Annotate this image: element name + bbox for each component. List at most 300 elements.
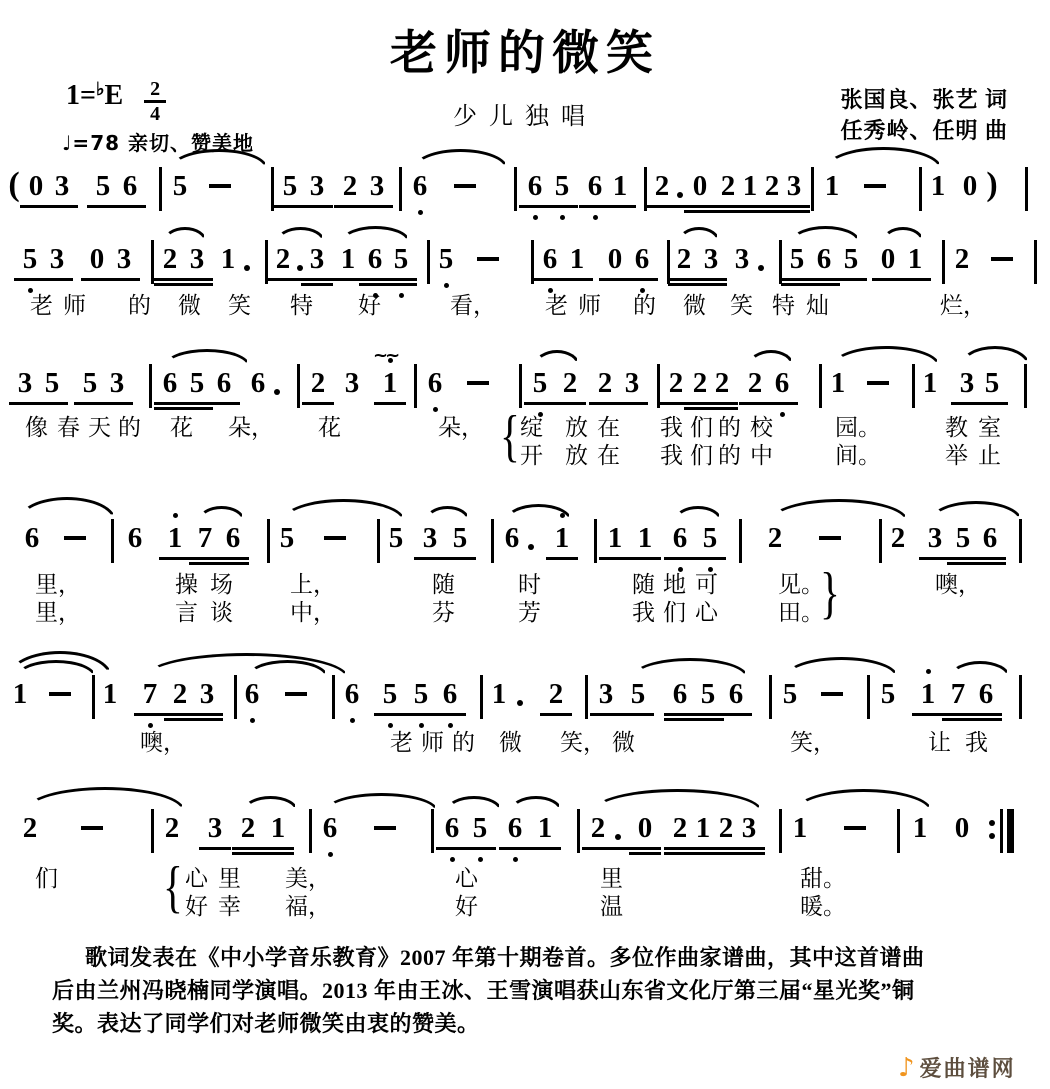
lyric-syllable: 的	[128, 293, 151, 318]
octave-dot-high	[926, 669, 931, 674]
note-digit: 0	[89, 243, 105, 275]
note-digit: 5	[189, 367, 205, 399]
lyric-syllable: 让	[928, 730, 951, 755]
augmentation-dot	[528, 544, 534, 550]
lyric-syllable: 间。	[835, 443, 881, 468]
beam-line	[835, 278, 867, 281]
key-prefix: 1=	[66, 80, 96, 111]
barline	[491, 519, 494, 563]
slur-arc	[505, 504, 572, 521]
flat-accidental: ♭	[95, 79, 105, 99]
note-digit: 1	[695, 812, 711, 844]
slur-arc	[791, 226, 860, 242]
beam-line	[134, 713, 166, 716]
lyric-syllable: 地	[663, 572, 686, 597]
repeat-thick-bar	[1007, 809, 1014, 853]
time-signature-numerator: 2	[144, 78, 166, 103]
beam-line	[101, 402, 133, 405]
lyric-syllable: 放	[565, 443, 588, 468]
lyric-syllable: 老	[30, 293, 53, 318]
octave-dot-low	[780, 412, 785, 417]
lyric-syllable: 朵，	[228, 415, 274, 440]
barline	[769, 675, 772, 719]
note-digit: 2	[668, 367, 684, 399]
beam-line	[912, 713, 944, 716]
note-digit: 2	[548, 678, 564, 710]
barline	[480, 675, 483, 719]
composer-credit: 任秀岭、任明 曲	[840, 118, 1008, 143]
barline	[309, 809, 312, 853]
lyric-syllable: 言	[175, 600, 198, 625]
lyric-syllable: 场	[210, 572, 233, 597]
note-digit: 2	[162, 243, 178, 275]
note-digit: 5	[172, 170, 188, 202]
barline	[879, 519, 882, 563]
note-digit: 5	[44, 367, 60, 399]
repeat-dot	[989, 833, 995, 839]
note-digit: 1	[930, 170, 946, 202]
note-digit: 1	[167, 522, 183, 554]
beam-line	[622, 713, 654, 716]
note-digit: 6	[344, 678, 360, 710]
beam-line	[444, 557, 476, 560]
beam-line	[301, 278, 333, 281]
beam-line	[629, 847, 661, 850]
barline	[431, 809, 434, 853]
note-digit: 5	[880, 678, 896, 710]
slur-arc	[950, 661, 1010, 677]
intro-paren: (	[8, 166, 20, 203]
note-digit: 3	[54, 170, 70, 202]
slur-arc	[198, 506, 245, 521]
lyric-syllable: 心	[695, 600, 718, 625]
note-digit: 2	[562, 367, 578, 399]
note-digit: 1	[12, 678, 28, 710]
note-digit: 3	[49, 243, 65, 275]
intro-paren: )	[986, 166, 998, 203]
sustain-dash	[49, 692, 71, 696]
slur-arc	[425, 506, 470, 521]
barline	[92, 675, 95, 719]
note-digit: 1	[607, 522, 623, 554]
note-digit: 1	[907, 243, 923, 275]
sustain-dash	[454, 184, 476, 188]
lyric-syllable: 在	[597, 443, 620, 468]
site-watermark	[898, 1052, 1016, 1083]
lyric-syllable: 校	[750, 415, 773, 440]
lyric-syllable: 开	[520, 443, 543, 468]
note-digit: 3	[109, 367, 125, 399]
barline	[594, 519, 597, 563]
note-digit: 2	[22, 812, 38, 844]
lyric-syllable: 我	[965, 730, 988, 755]
lyric-syllable: 绽	[520, 415, 543, 440]
slur-arc	[678, 227, 720, 242]
barline	[414, 364, 417, 408]
slur-arc	[632, 658, 748, 677]
beam-line	[262, 852, 294, 855]
lyric-syllable: 里	[218, 866, 241, 891]
note-digit: 5	[700, 678, 716, 710]
lyric-syllable: 我	[660, 415, 683, 440]
barline	[427, 240, 430, 284]
lyric-syllable: 田。	[778, 600, 824, 625]
note-digit: 0	[954, 812, 970, 844]
note-digit: 5	[984, 367, 1000, 399]
slur-arc	[785, 657, 898, 677]
lyric-syllable: 微	[499, 730, 522, 755]
beam-line	[217, 557, 249, 560]
watermark-text: 爱曲谱网	[919, 1056, 1016, 1081]
note-digit: 2	[720, 170, 736, 202]
note-digit: 2	[240, 812, 256, 844]
beam-line	[191, 713, 223, 716]
octave-dot-low	[388, 723, 393, 728]
lyricist-credit: 张国良、张艺 词	[840, 87, 1008, 112]
barline	[151, 809, 154, 853]
barline	[519, 364, 522, 408]
lyric-syllable: 里，	[35, 572, 81, 597]
note-digit: 6	[982, 522, 998, 554]
performance-type: 少儿独唱	[453, 104, 597, 130]
lyric-syllable: 止	[978, 443, 1001, 468]
song-footnote	[52, 941, 1002, 1040]
slur-arc	[276, 227, 325, 242]
beam-line	[529, 847, 561, 850]
lyric-syllable: 放	[565, 415, 588, 440]
note-digit: 2	[672, 812, 688, 844]
lyric-syllable: 笑	[730, 293, 753, 318]
barline	[332, 675, 335, 719]
note-digit: 6	[816, 243, 832, 275]
note-digit: 6	[162, 367, 178, 399]
beam-line	[766, 402, 798, 405]
lyric-syllable: 春	[57, 415, 80, 440]
lyric-syllable: 们	[663, 600, 686, 625]
note-digit: 3	[344, 367, 360, 399]
note-digit: 3	[959, 367, 975, 399]
note-digit: 3	[927, 522, 943, 554]
lyric-syllable: 笑，	[790, 730, 836, 755]
note-digit: 3	[199, 678, 215, 710]
slur-arc	[748, 350, 794, 366]
lyric-syllable: 烂，	[940, 293, 986, 318]
lyric-syllable: 上，	[290, 572, 336, 597]
note-digit: 5	[438, 243, 454, 275]
beam-line	[385, 278, 417, 281]
note-digit: 6	[504, 522, 520, 554]
note-digit: 5	[452, 522, 468, 554]
sustain-dash	[844, 826, 866, 830]
barline	[514, 167, 517, 211]
lyrics-brace: {	[163, 854, 183, 919]
note-digit: 2	[590, 812, 606, 844]
note-digit: 5	[702, 522, 718, 554]
beam-line	[232, 852, 264, 855]
barline	[919, 167, 922, 211]
beam-line	[499, 847, 531, 850]
slur-arc	[593, 789, 762, 811]
note-digit: 3	[116, 243, 132, 275]
sustain-dash	[285, 692, 307, 696]
lyric-syllable: 见。	[778, 572, 824, 597]
note-digit: 6	[672, 678, 688, 710]
barline	[867, 675, 870, 719]
barline	[779, 809, 782, 853]
slur-arc	[243, 796, 298, 811]
beam-line	[414, 557, 446, 560]
slur-arc	[795, 789, 932, 811]
note-digit: 1	[612, 170, 628, 202]
note-digit: 2	[275, 243, 291, 275]
beam-line	[974, 557, 1006, 560]
note-digit: 1	[569, 243, 585, 275]
beam-line	[778, 210, 810, 213]
barline	[897, 809, 900, 853]
sustain-dash	[209, 184, 231, 188]
slur-arc	[163, 227, 207, 242]
slur-arc	[341, 226, 410, 242]
note-digit: 6	[24, 522, 40, 554]
augmentation-dot	[758, 265, 764, 271]
lyric-syllable: 微	[683, 293, 706, 318]
note-digit: 6	[444, 812, 460, 844]
note-digit: 5	[782, 678, 798, 710]
beam-line	[604, 205, 636, 208]
lyric-syllable: 芳	[518, 600, 541, 625]
lyric-syllable: 甜。	[800, 866, 846, 891]
note-digit: 5	[843, 243, 859, 275]
lyric-syllable: 教	[945, 415, 968, 440]
music-note-icon: ♪	[898, 1052, 915, 1083]
beam-line	[692, 718, 724, 721]
augmentation-dot	[517, 700, 523, 706]
augmentation-dot	[677, 192, 683, 198]
note-digit: 1	[491, 678, 507, 710]
note-digit: 1	[102, 678, 118, 710]
note-digit: 6	[542, 243, 558, 275]
note-digit: 1	[270, 812, 286, 844]
note-digit: 3	[17, 367, 33, 399]
note-digit: 3	[624, 367, 640, 399]
note-digit: 5	[388, 522, 404, 554]
note-digit: 6	[367, 243, 383, 275]
note-digit: 1	[554, 522, 570, 554]
beam-line	[664, 557, 696, 560]
lyric-syllable: 微	[178, 293, 201, 318]
augmentation-dot	[615, 834, 621, 840]
note-digit: 5	[282, 170, 298, 202]
tempo-bpm: ♩=78	[62, 131, 121, 155]
octave-dot-low	[450, 857, 455, 862]
note-digit: 2	[342, 170, 358, 202]
note-digit: 6	[216, 367, 232, 399]
note-digit: 2	[676, 243, 692, 275]
lyric-syllable: 灿	[806, 293, 829, 318]
lyrics-brace: }	[820, 560, 840, 625]
beam-line	[199, 847, 231, 850]
barline	[577, 809, 580, 853]
octave-dot-low	[513, 857, 518, 862]
beam-line	[159, 557, 191, 560]
sustain-dash	[991, 257, 1013, 261]
beam-line	[464, 847, 496, 850]
beam-line	[554, 402, 586, 405]
note-digit: 1	[742, 170, 758, 202]
beam-line	[108, 278, 140, 281]
beam-line	[561, 278, 593, 281]
note-digit: 2	[172, 678, 188, 710]
barline	[1025, 167, 1028, 211]
lyric-syllable: 园。	[835, 415, 881, 440]
slur-arc	[832, 346, 940, 366]
sustain-dash	[864, 184, 886, 188]
barline	[1019, 675, 1022, 719]
note-digit: 6	[427, 367, 443, 399]
beam-line	[695, 283, 727, 286]
lyric-syllable: 我	[660, 443, 683, 468]
beam-line	[262, 847, 294, 850]
note-digit: 2	[597, 367, 613, 399]
lyric-syllable: 看，	[450, 293, 496, 318]
octave-dot-low	[593, 215, 598, 220]
lyric-syllable: 花	[318, 415, 341, 440]
note-digit: 6	[250, 367, 266, 399]
lyric-syllable: 幸	[218, 894, 241, 919]
lyric-syllable: 像	[25, 415, 48, 440]
slur-arc	[770, 499, 908, 521]
beam-line	[546, 205, 578, 208]
slur-arc	[510, 796, 562, 811]
note-digit: 5	[554, 170, 570, 202]
barline	[297, 364, 300, 408]
lyric-syllable: 师	[63, 293, 86, 318]
beam-line	[385, 283, 417, 286]
note-digit: 2	[954, 243, 970, 275]
note-digit: 3	[422, 522, 438, 554]
augmentation-dot	[274, 389, 280, 395]
octave-dot-low	[418, 210, 423, 215]
lyric-syllable: 的	[633, 293, 656, 318]
beam-line	[970, 713, 1002, 716]
note-digit: 2	[718, 812, 734, 844]
octave-dot-low	[148, 723, 153, 728]
note-digit: 5	[382, 678, 398, 710]
slur-arc	[960, 346, 1030, 366]
note-digit: 7	[950, 678, 966, 710]
note-digit: 1	[830, 367, 846, 399]
beam-line	[590, 713, 622, 716]
beam-line	[434, 713, 466, 716]
lyric-syllable: 心	[185, 866, 208, 891]
lyric-syllable: 噢，	[140, 730, 186, 755]
barline	[585, 675, 588, 719]
slur-arc	[164, 349, 250, 366]
octave-dot-low	[399, 293, 404, 298]
octave-dot-low	[250, 718, 255, 723]
beam-line	[301, 205, 333, 208]
note-digit: 2	[767, 522, 783, 554]
beam-line	[970, 718, 1002, 721]
beam-line	[695, 278, 727, 281]
lyric-syllable: 微	[612, 730, 635, 755]
note-digit: 6	[244, 678, 260, 710]
lyric-syllable: 笑，	[560, 730, 606, 755]
lyric-syllable: 好	[358, 293, 381, 318]
beam-line	[217, 562, 249, 565]
lyric-syllable: 暖。	[800, 894, 846, 919]
beam-line	[374, 713, 406, 716]
note-digit: 5	[532, 367, 548, 399]
note-digit: 3	[741, 812, 757, 844]
beam-line	[361, 205, 393, 208]
lyric-syllable: 室	[978, 415, 1001, 440]
note-digit: 1	[912, 812, 928, 844]
slur-arc	[930, 501, 1022, 521]
lyric-syllable: 天	[88, 415, 111, 440]
beam-line	[114, 205, 146, 208]
octave-dot-low	[433, 407, 438, 412]
beam-line	[733, 847, 765, 850]
lyric-syllable: 芬	[432, 600, 455, 625]
note-digit: 5	[472, 812, 488, 844]
barline	[377, 519, 380, 563]
beam-line	[599, 557, 631, 560]
note-digit: 3	[734, 243, 750, 275]
note-digit: 0	[607, 243, 623, 275]
lyric-syllable: 随	[632, 572, 655, 597]
note-digit: 1	[922, 367, 938, 399]
note-digit: 3	[189, 243, 205, 275]
lyric-syllable: 中，	[290, 600, 336, 625]
slur-arc	[18, 497, 116, 521]
note-digit: 2	[747, 367, 763, 399]
beam-line	[46, 205, 78, 208]
octave-dot-low	[419, 723, 424, 728]
lyric-syllable: 中	[750, 443, 773, 468]
beam-line	[181, 278, 213, 281]
note-digit: 2	[890, 522, 906, 554]
octave-dot-low	[448, 723, 453, 728]
octave-dot-low	[533, 215, 538, 220]
beam-line	[405, 713, 437, 716]
octave-dot-low	[328, 852, 333, 857]
beam-line	[41, 278, 73, 281]
note-digit: 7	[142, 678, 158, 710]
lyric-syllable: 老	[390, 730, 413, 755]
note-digit: 3	[309, 243, 325, 275]
beam-line	[629, 852, 661, 855]
octave-dot-low	[560, 215, 565, 220]
beam-line	[546, 557, 578, 560]
barline	[1019, 519, 1022, 563]
lyric-syllable: 随	[432, 572, 455, 597]
note-digit: 6	[412, 170, 428, 202]
barline	[399, 167, 402, 211]
note-digit: 1	[340, 243, 356, 275]
repeat-dot	[989, 820, 995, 826]
note-digit: 5	[82, 367, 98, 399]
lyrics-brace: {	[500, 403, 520, 468]
slur-arc	[446, 796, 502, 811]
augmentation-dot	[244, 265, 250, 271]
lyric-syllable: 我	[632, 600, 655, 625]
beam-line	[181, 407, 213, 410]
note-digit: 3	[786, 170, 802, 202]
barline	[111, 519, 114, 563]
note-digit: 6	[634, 243, 650, 275]
lyric-syllable: 老	[545, 293, 568, 318]
